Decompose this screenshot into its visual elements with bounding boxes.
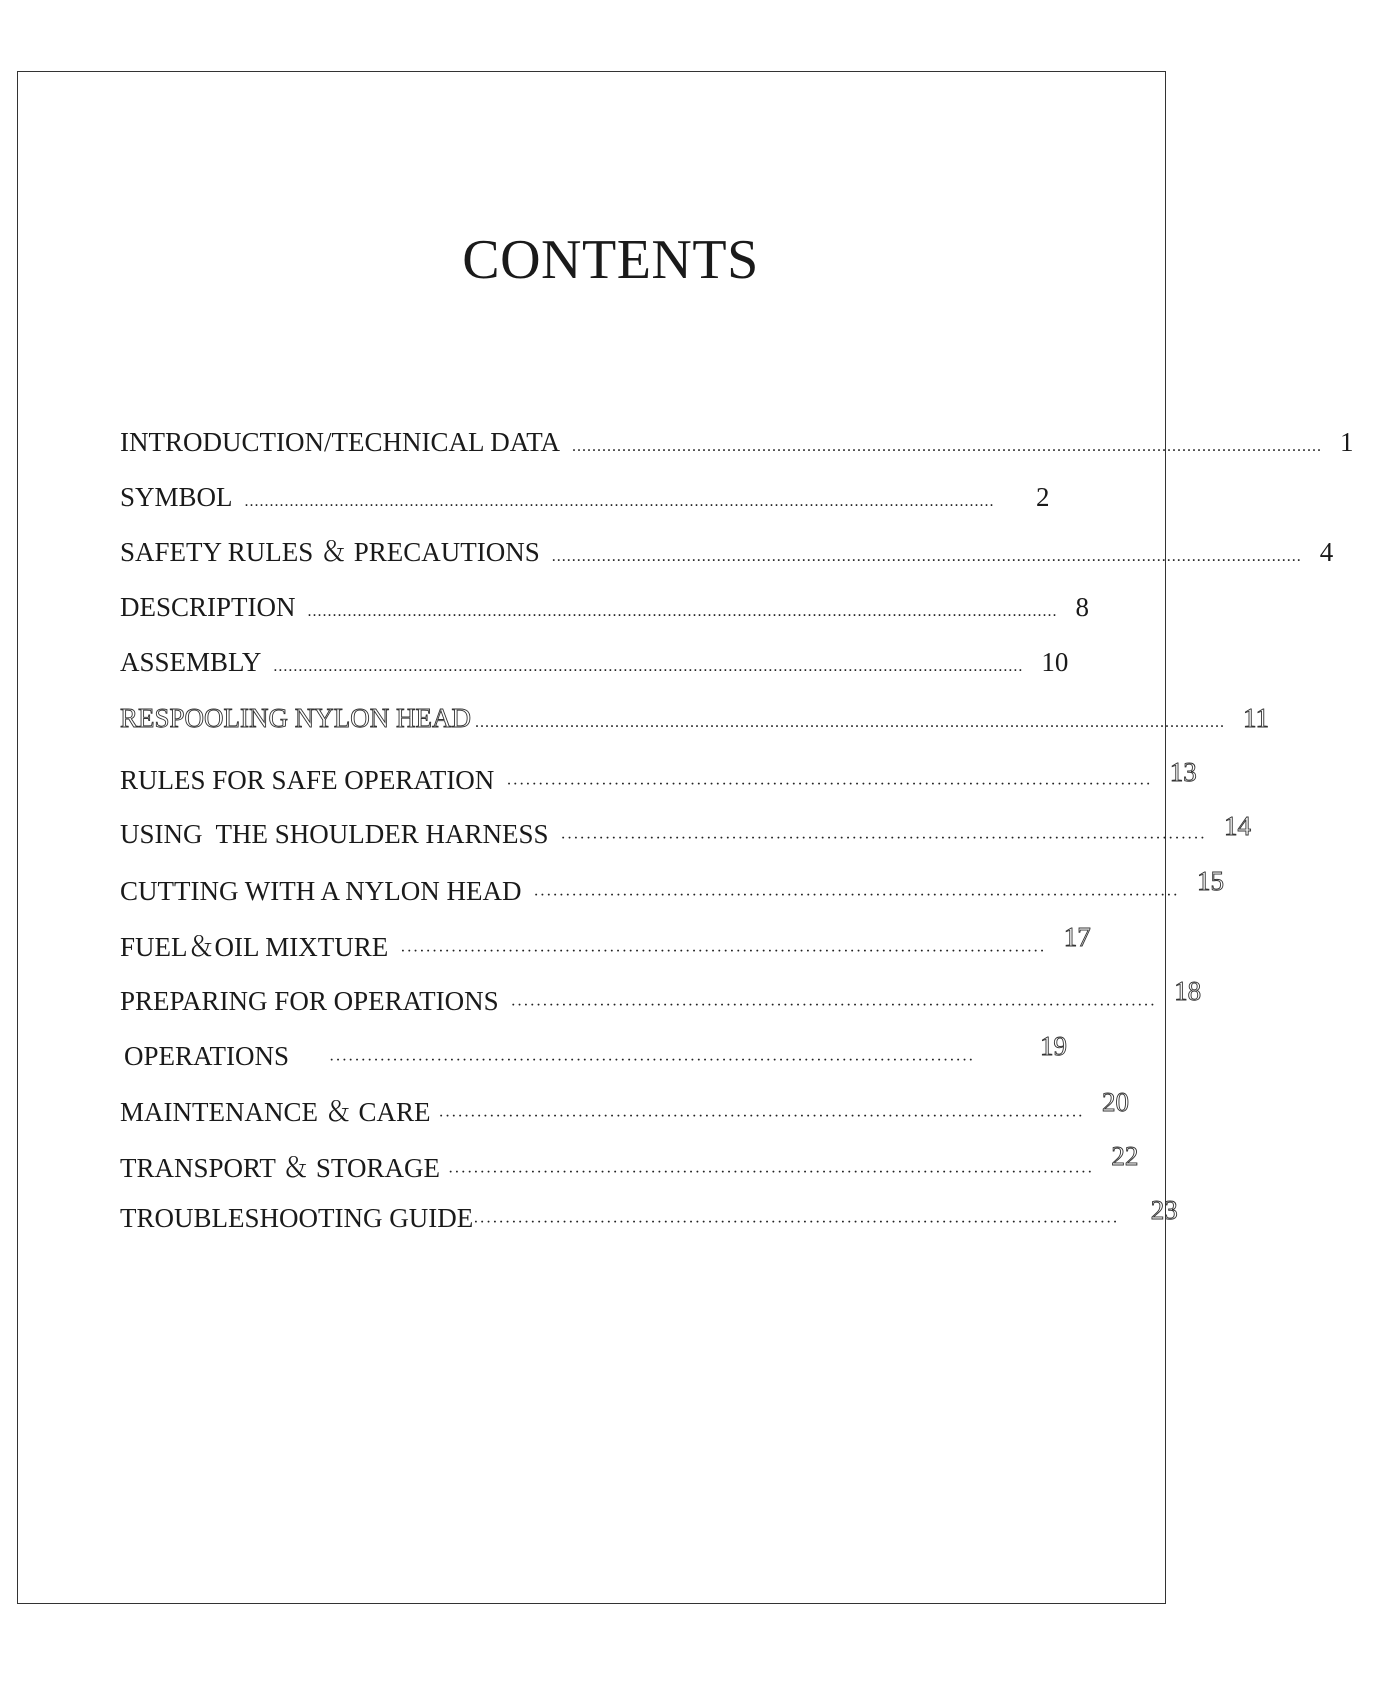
toc-entry [124, 1031, 1084, 1074]
leader-dots: ...................................................................................................................................................... [273, 658, 1024, 675]
toc-entry-page: 10 [1041, 647, 1069, 677]
toc-entry [120, 479, 1080, 515]
leader-dots: ...................................................................................................................................................... [475, 714, 1225, 731]
toc-entry-page: 14 [1224, 811, 1252, 841]
leader-dots: ······································································································ [473, 1214, 1119, 1231]
toc-entry [120, 976, 1202, 1019]
toc-entry-page: 13 [1169, 757, 1197, 787]
toc-entry-page: 11 [1243, 703, 1269, 733]
toc-entry-label: RULES FOR SAFE OPERATION [120, 765, 495, 795]
toc-entry-page: 20 [1101, 1087, 1129, 1117]
toc-entry [120, 811, 1252, 852]
toc-entry-label: INTRODUCTION/TECHNICAL DATA [120, 427, 561, 457]
toc-entry [120, 1087, 1129, 1130]
toc-entry-label: SYMBOL [120, 482, 233, 512]
toc-entry-label: PREPARING FOR OPERATIONS [120, 986, 499, 1016]
toc-entry [120, 644, 1080, 680]
toc-entry [120, 424, 1354, 460]
leader-dots: ...................................................................................................................................................... [307, 603, 1058, 620]
toc-entry-page: 8 [1075, 592, 1090, 622]
toc-entry-label: DESCRIPTION [120, 592, 296, 622]
leader-dots: ······································································································ [438, 1108, 1084, 1125]
leader-dots: ······································································································ [329, 1052, 975, 1069]
leader-dots: ...................................................................................................................................................... [244, 493, 995, 510]
leader-dots: ······································································································ [533, 887, 1179, 904]
leader-dots: ······································································································ [447, 1164, 1094, 1181]
toc-entry [120, 1195, 1178, 1236]
leader-dots: ······································································································ [560, 830, 1207, 847]
leader-dots: ...................................................................................................................................................... [551, 548, 1302, 565]
leader-dots: ······································································································ [400, 943, 1046, 960]
toc-entry [120, 700, 1269, 736]
toc-entry-label: TROUBLESHOOTING GUIDE [120, 1203, 474, 1233]
toc-entry-label: USING THE SHOULDER HARNESS [120, 819, 549, 849]
toc-entry-page: 15 [1196, 866, 1224, 896]
toc-entry-page: 2 [1036, 482, 1050, 512]
toc-entry-label: OPERATIONS [124, 1041, 290, 1071]
toc-entry [120, 866, 1224, 909]
toc-entry [120, 534, 1334, 570]
toc-entry [120, 589, 1090, 625]
toc-entry-page: 22 [1111, 1141, 1139, 1171]
toc-entry [120, 757, 1197, 798]
toc-entry-page: 19 [1040, 1031, 1067, 1061]
toc-entry-label: MAINTENANCE ＆ CARE [120, 1097, 431, 1127]
toc-entry-label: TRANSPORT ＆ STORAGE [120, 1153, 440, 1183]
toc-entry-page: 4 [1319, 537, 1334, 567]
toc-entry-label: CUTTING WITH A NYLON HEAD [120, 876, 522, 906]
page-title: CONTENTS [462, 229, 759, 291]
toc-entry [120, 922, 1091, 965]
leader-dots: ······································································································ [506, 776, 1152, 793]
toc-entry-page: 1 [1340, 427, 1354, 457]
toc-entry-label: ASSEMBLY [120, 647, 262, 677]
toc-entry-label: RESPOOLING NYLON HEAD [120, 703, 471, 733]
toc-entry-page: 23 [1150, 1195, 1178, 1225]
toc-entry [120, 1141, 1139, 1186]
leader-dots: ...................................................................................................................................................... [572, 438, 1323, 455]
toc-entry-page: 17 [1063, 922, 1091, 952]
toc-entry-page: 18 [1174, 976, 1202, 1006]
toc-entry-label: FUEL＆OIL MIXTURE [120, 932, 389, 962]
leader-dots: ······································································································ [510, 997, 1157, 1014]
toc-entry-label: SAFETY RULES ＆ PRECAUTIONS [120, 537, 540, 567]
